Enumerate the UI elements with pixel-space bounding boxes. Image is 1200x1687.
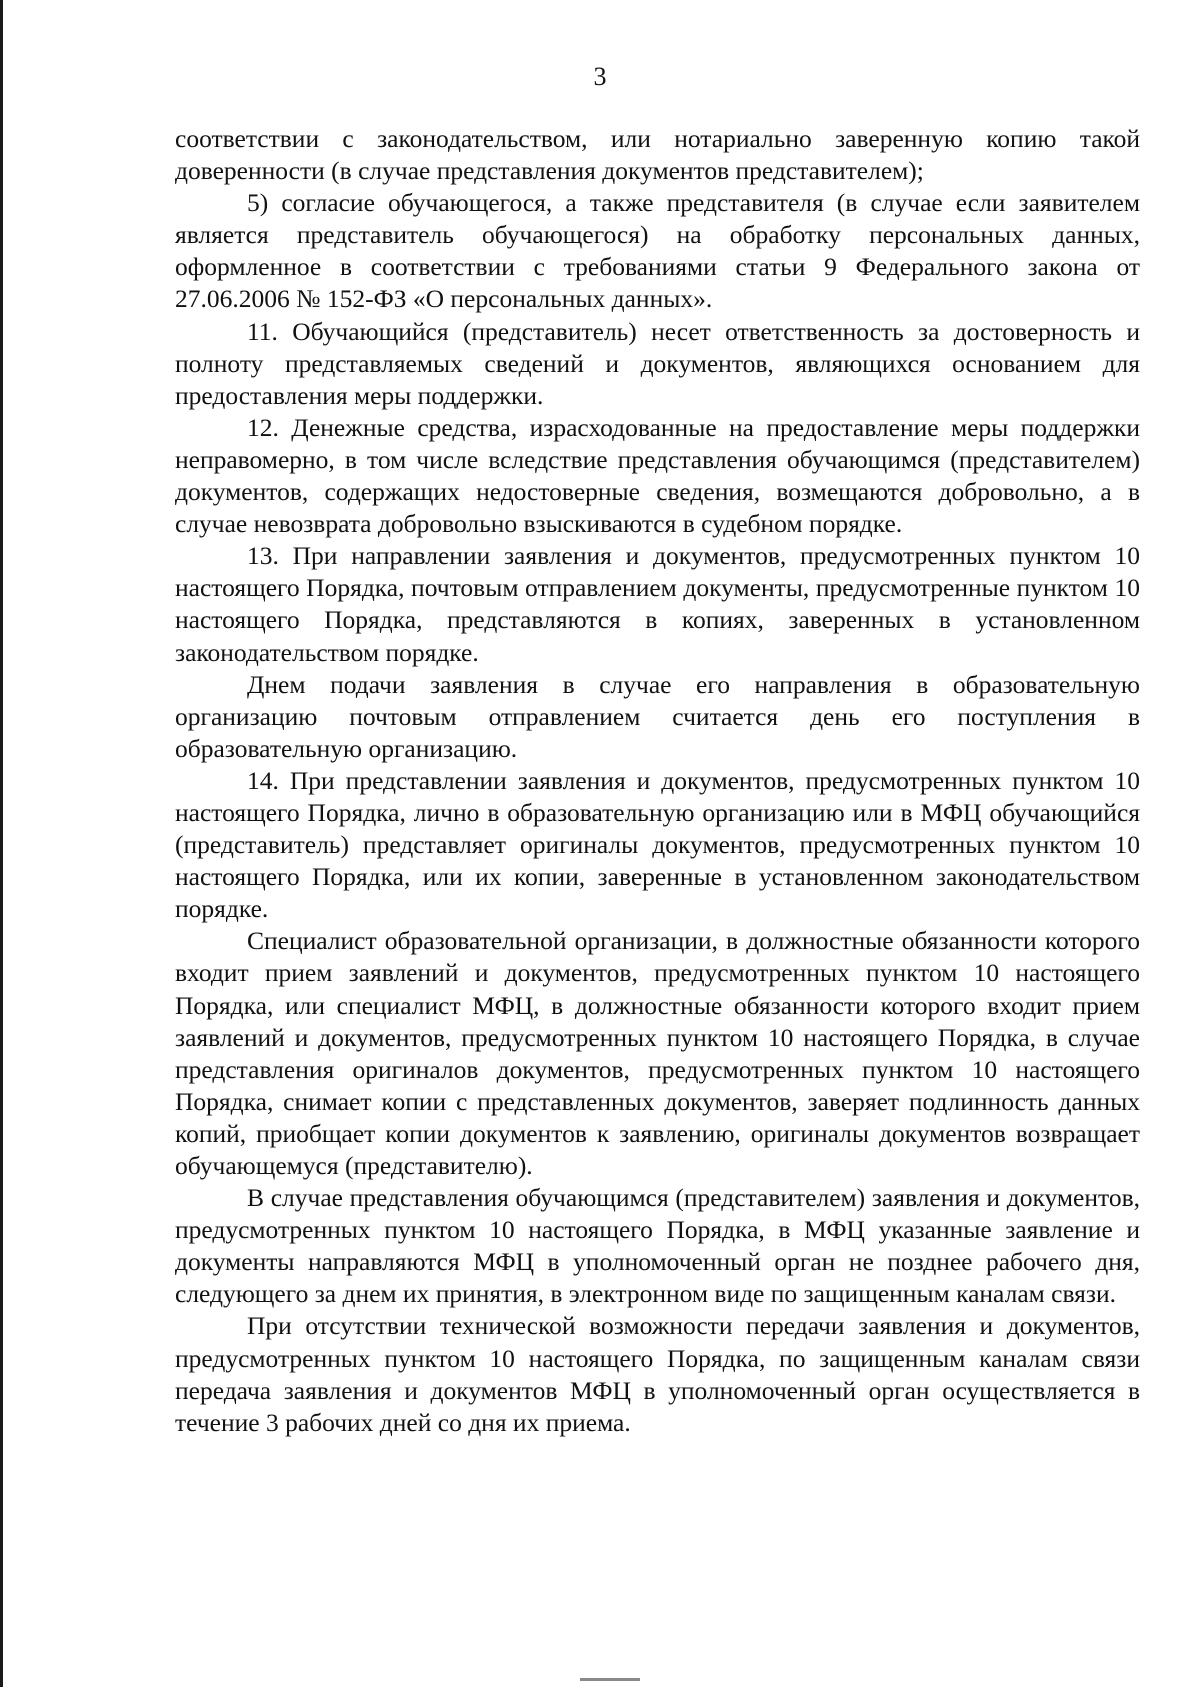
paragraph-item-5-consent: 5) согласие обучающегося, а также представителя (в случае если заявителем является представитель обучающегося) на обработку персональных данных, оформленное в соответствии с требованиями статьи 9 Федерального закона от 27.06.2006 № 152-ФЗ «О персональных данных». bbox=[175, 188, 1140, 314]
paragraph-continuation: соответствии с законодательством, или нотариально заверенную копию такой доверенности (в случае представления документов представителем); bbox=[175, 124, 1140, 186]
paragraph-submission-date: Днем подачи заявления в случае его направления в образовательную организацию почтовым отправлением считается день его поступления в образовательную организацию. bbox=[175, 669, 1140, 763]
paragraph-clause-12: 12. Денежные средства, израсходованные на предоставление меры поддержки неправомерно, в том числе вследствие представления обучающимся (представителем) документов, содержащих недостоверные сведения, возмещаются добровольно, а в случае невозврата добровольно взыскиваются в судебном порядке. bbox=[175, 412, 1140, 539]
paragraph-mfc-transfer: В случае представления обучающимся (представителем) заявления и документов, предусмотренных пунктом 10 настоящего Порядка, в МФЦ указанные заявление и документы направляются МФЦ в уполномоченный орган не позднее рабочего дня, следующего за днем их принятия, в электронном виде по защищенным каналам связи. bbox=[175, 1183, 1140, 1309]
paragraph-specialist: Специалист образовательной организации, в должностные обязанности которого входит прием заявлений и документов, предусмотренных пунктом 10 настоящего Порядка, или специалист МФЦ, в должностные обязанности которого входит прием заявлений и документов, предусмотренных пунктом 10 настоящего Порядка, в случае представления оригиналов документов, предусмотренных пунктом 10 настоящего Порядка, снимает копии с представленных документов, заверяет подлинность данных копий, приобщает копии документов к заявлению, оригиналы документов возвращает обучающемуся (представителю). bbox=[175, 926, 1140, 1180]
document-body bbox=[175, 123, 1140, 1439]
scan-bottom-mark bbox=[580, 1678, 640, 1681]
scan-left-border bbox=[0, 0, 3, 1687]
paragraph-clause-13: 13. При направлении заявления и документов, предусмотренных пунктом 10 настоящего Порядка, почтовым отправлением документы, предусмотренные пунктом 10 настоящего Порядка, представляются в копиях, заверенных в установленном законодательством порядке. bbox=[175, 541, 1140, 667]
page-number: 3 bbox=[593, 62, 607, 91]
paragraph-clause-14: 14. При представлении заявления и документов, предусмотренных пунктом 10 настоящего Порядка, лично в образовательную организацию или в МФЦ обучающийся (представитель) представляет оригиналы документов, предусмотренных пунктом 10 настоящего Порядка, или их копии, заверенные в установленном законодательством порядке. bbox=[175, 765, 1140, 924]
paragraph-no-technical-possibility: При отсутствии технической возможности передачи заявления и документов, предусмотренных пунктом 10 настоящего Порядка, по защищенным каналам связи передача заявления и документов МФЦ в уполномоченный орган осуществляется в течение 3 рабочих дней со дня их приема. bbox=[175, 1311, 1140, 1437]
paragraph-clause-11: 11. Обучающийся (представитель) несет ответственность за достоверность и полноту представляемых сведений и документов, являющихся основанием для предоставления меры поддержки. bbox=[175, 316, 1140, 410]
